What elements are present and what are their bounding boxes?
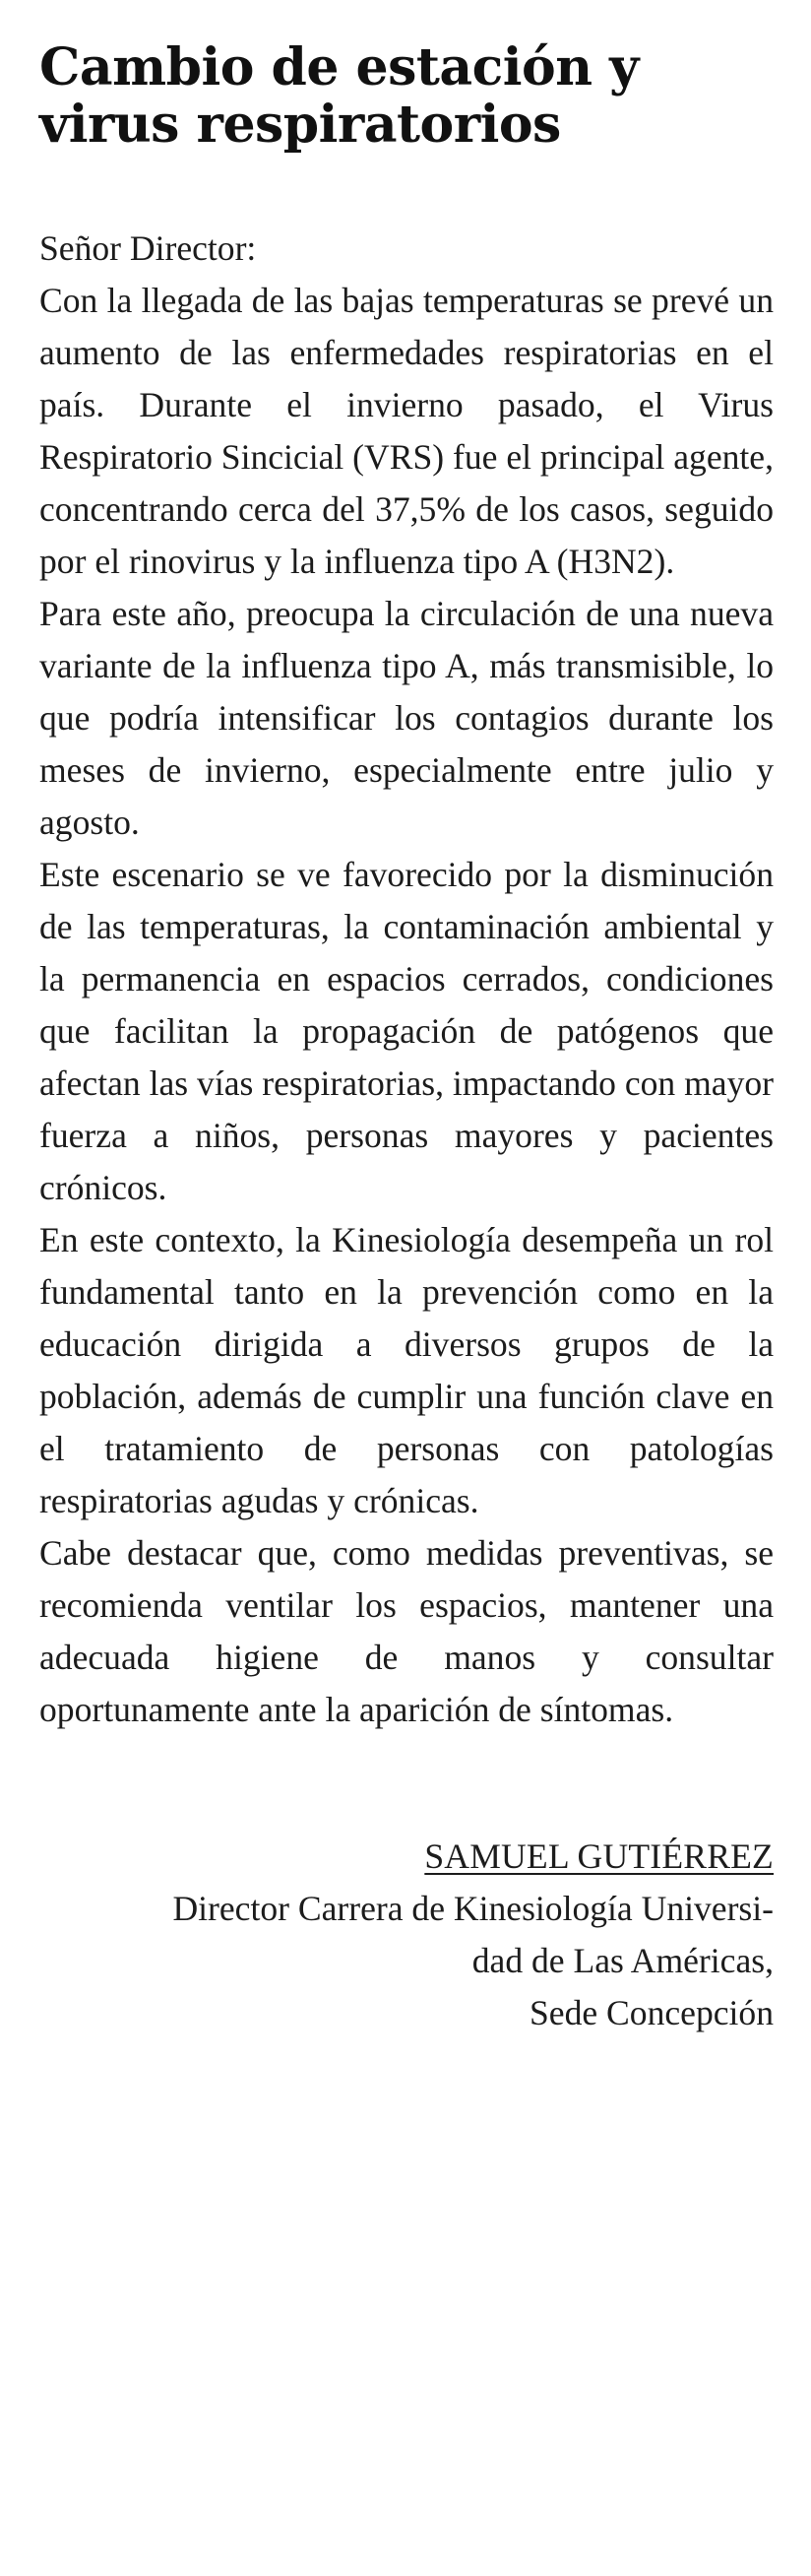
signature-block [39, 1831, 774, 2039]
paragraph: Para este año, preocupa la circulación de una nueva variante de la influenza tipo A, más transmisible, lo que podría intensificar los contagios durante los meses de invierno, especialmente entre julio y agosto. [39, 594, 774, 842]
paragraph: Con la llegada de las bajas temperaturas se prevé un aumento de las enfermedades respiratorias en el país. Durante el invierno pasado, el Virus Respiratorio Sincicial (VRS) fue el principal agente, concentrando cerca del 37,5% de los casos, seguido por el rinovirus y la influenza tipo A (H3N2). [39, 281, 774, 581]
signature-title-line: Director Carrera de Kinesiología Universi- [172, 1889, 774, 1928]
letter-body [39, 223, 774, 1736]
paragraph: Este escenario se ve favorecido por la disminución de las temperaturas, la contaminación ambiental y la permanencia en espacios cerrados, condiciones que facilitan la propagación de patógenos que afectan las vías respiratorias, impactando con mayor fuerza a niños, personas mayores y pacientes crónicos. [39, 855, 774, 1207]
signature-name: SAMUEL GUTIÉRREZ [424, 1836, 774, 1876]
signature-title-line: dad de Las Américas, [471, 1941, 774, 1980]
title-line: virus respiratorios [39, 95, 561, 155]
signature-title-line: Sede Concepción [530, 1993, 774, 2032]
paragraph: Cabe destacar que, como medidas preventivas, se recomienda ventilar los espacios, mantener una adecuada higiene de manos y consultar oportunamente ante la aparición de síntomas. [39, 1533, 774, 1729]
title-line: Cambio de estación y [39, 37, 639, 97]
salutation: Señor Director: [39, 228, 257, 268]
paragraph: En este contexto, la Kinesiología desempeña un rol fundamental tanto en la prevención como en la educación dirigida a diversos grupos de la población, además de cumplir una función clave en el tratamiento de personas con patologías respiratorias agudas y crónicas. [39, 1220, 774, 1520]
letter-title [39, 39, 774, 154]
